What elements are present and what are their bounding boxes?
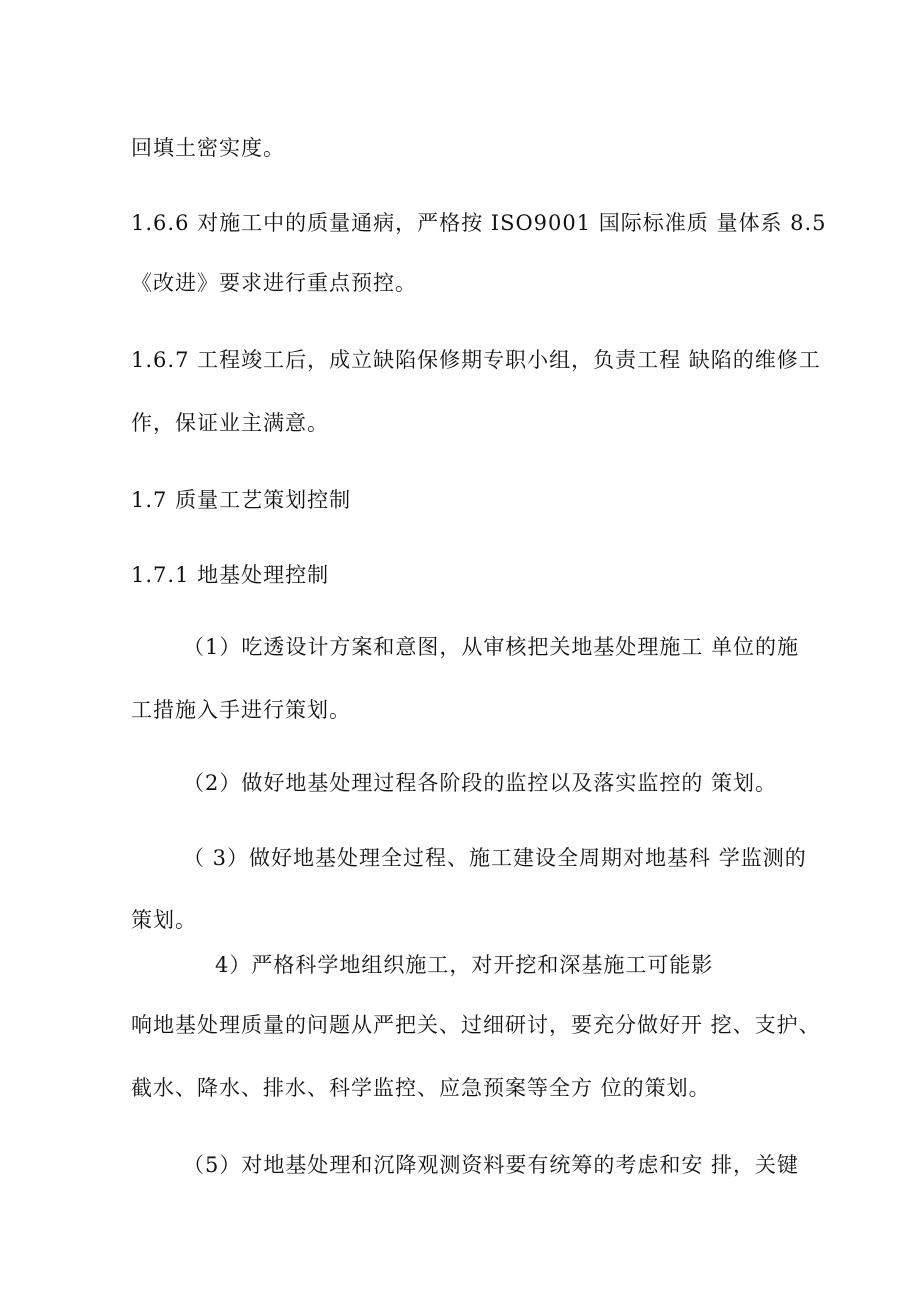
text-line-5: 作，保证业主满意。 [131,411,329,435]
list-item-1-continued: 工措施入手进行策划。 [131,698,351,722]
list-item-3: （ 3）做好地基处理全过程、施工建设全周期对地基科 学监测的 [183,846,807,870]
list-item-4: 4）严格科学地组织施工，对开挖和深基施工可能影 [215,953,714,977]
list-item-5: （5）对地基处理和沉降观测资料要有统筹的考虑和安 排，关键 [183,1153,800,1177]
heading-1-6-7: 1.6.7 工程竣工后，成立缺陷保修期专职小组，负责工程 缺陷的维修工 [131,348,821,372]
heading-1-6-6: 1.6.6 对施工中的质量通病，严格按 ISO9001 国际标准质 量体系 8.5 [131,211,827,235]
section-heading-1-7: 1.7 质量工艺策划控制 [131,488,352,512]
list-item-2: （2）做好地基处理过程各阶段的监控以及落实监控的 策划。 [183,771,778,795]
subsection-heading-1-7-1: 1.7.1 地基处理控制 [131,563,330,587]
list-item-4-continued-b: 截水、降水、排水、科学监控、应急预案等全方 位的策划。 [131,1076,711,1100]
list-item-3-continued: 策划。 [131,908,197,932]
text-line-1: 回填土密实度。 [131,136,285,160]
list-item-4-continued-a: 响地基处理质量的问题从严把关、过细研讨，要充分做好开 挖、支护、 [131,1013,821,1037]
text-line-3: 《改进》要求进行重点预控。 [131,271,417,295]
list-item-1: （1）吃透设计方案和意图，从审核把关地基处理施工 单位的施 [183,635,800,659]
